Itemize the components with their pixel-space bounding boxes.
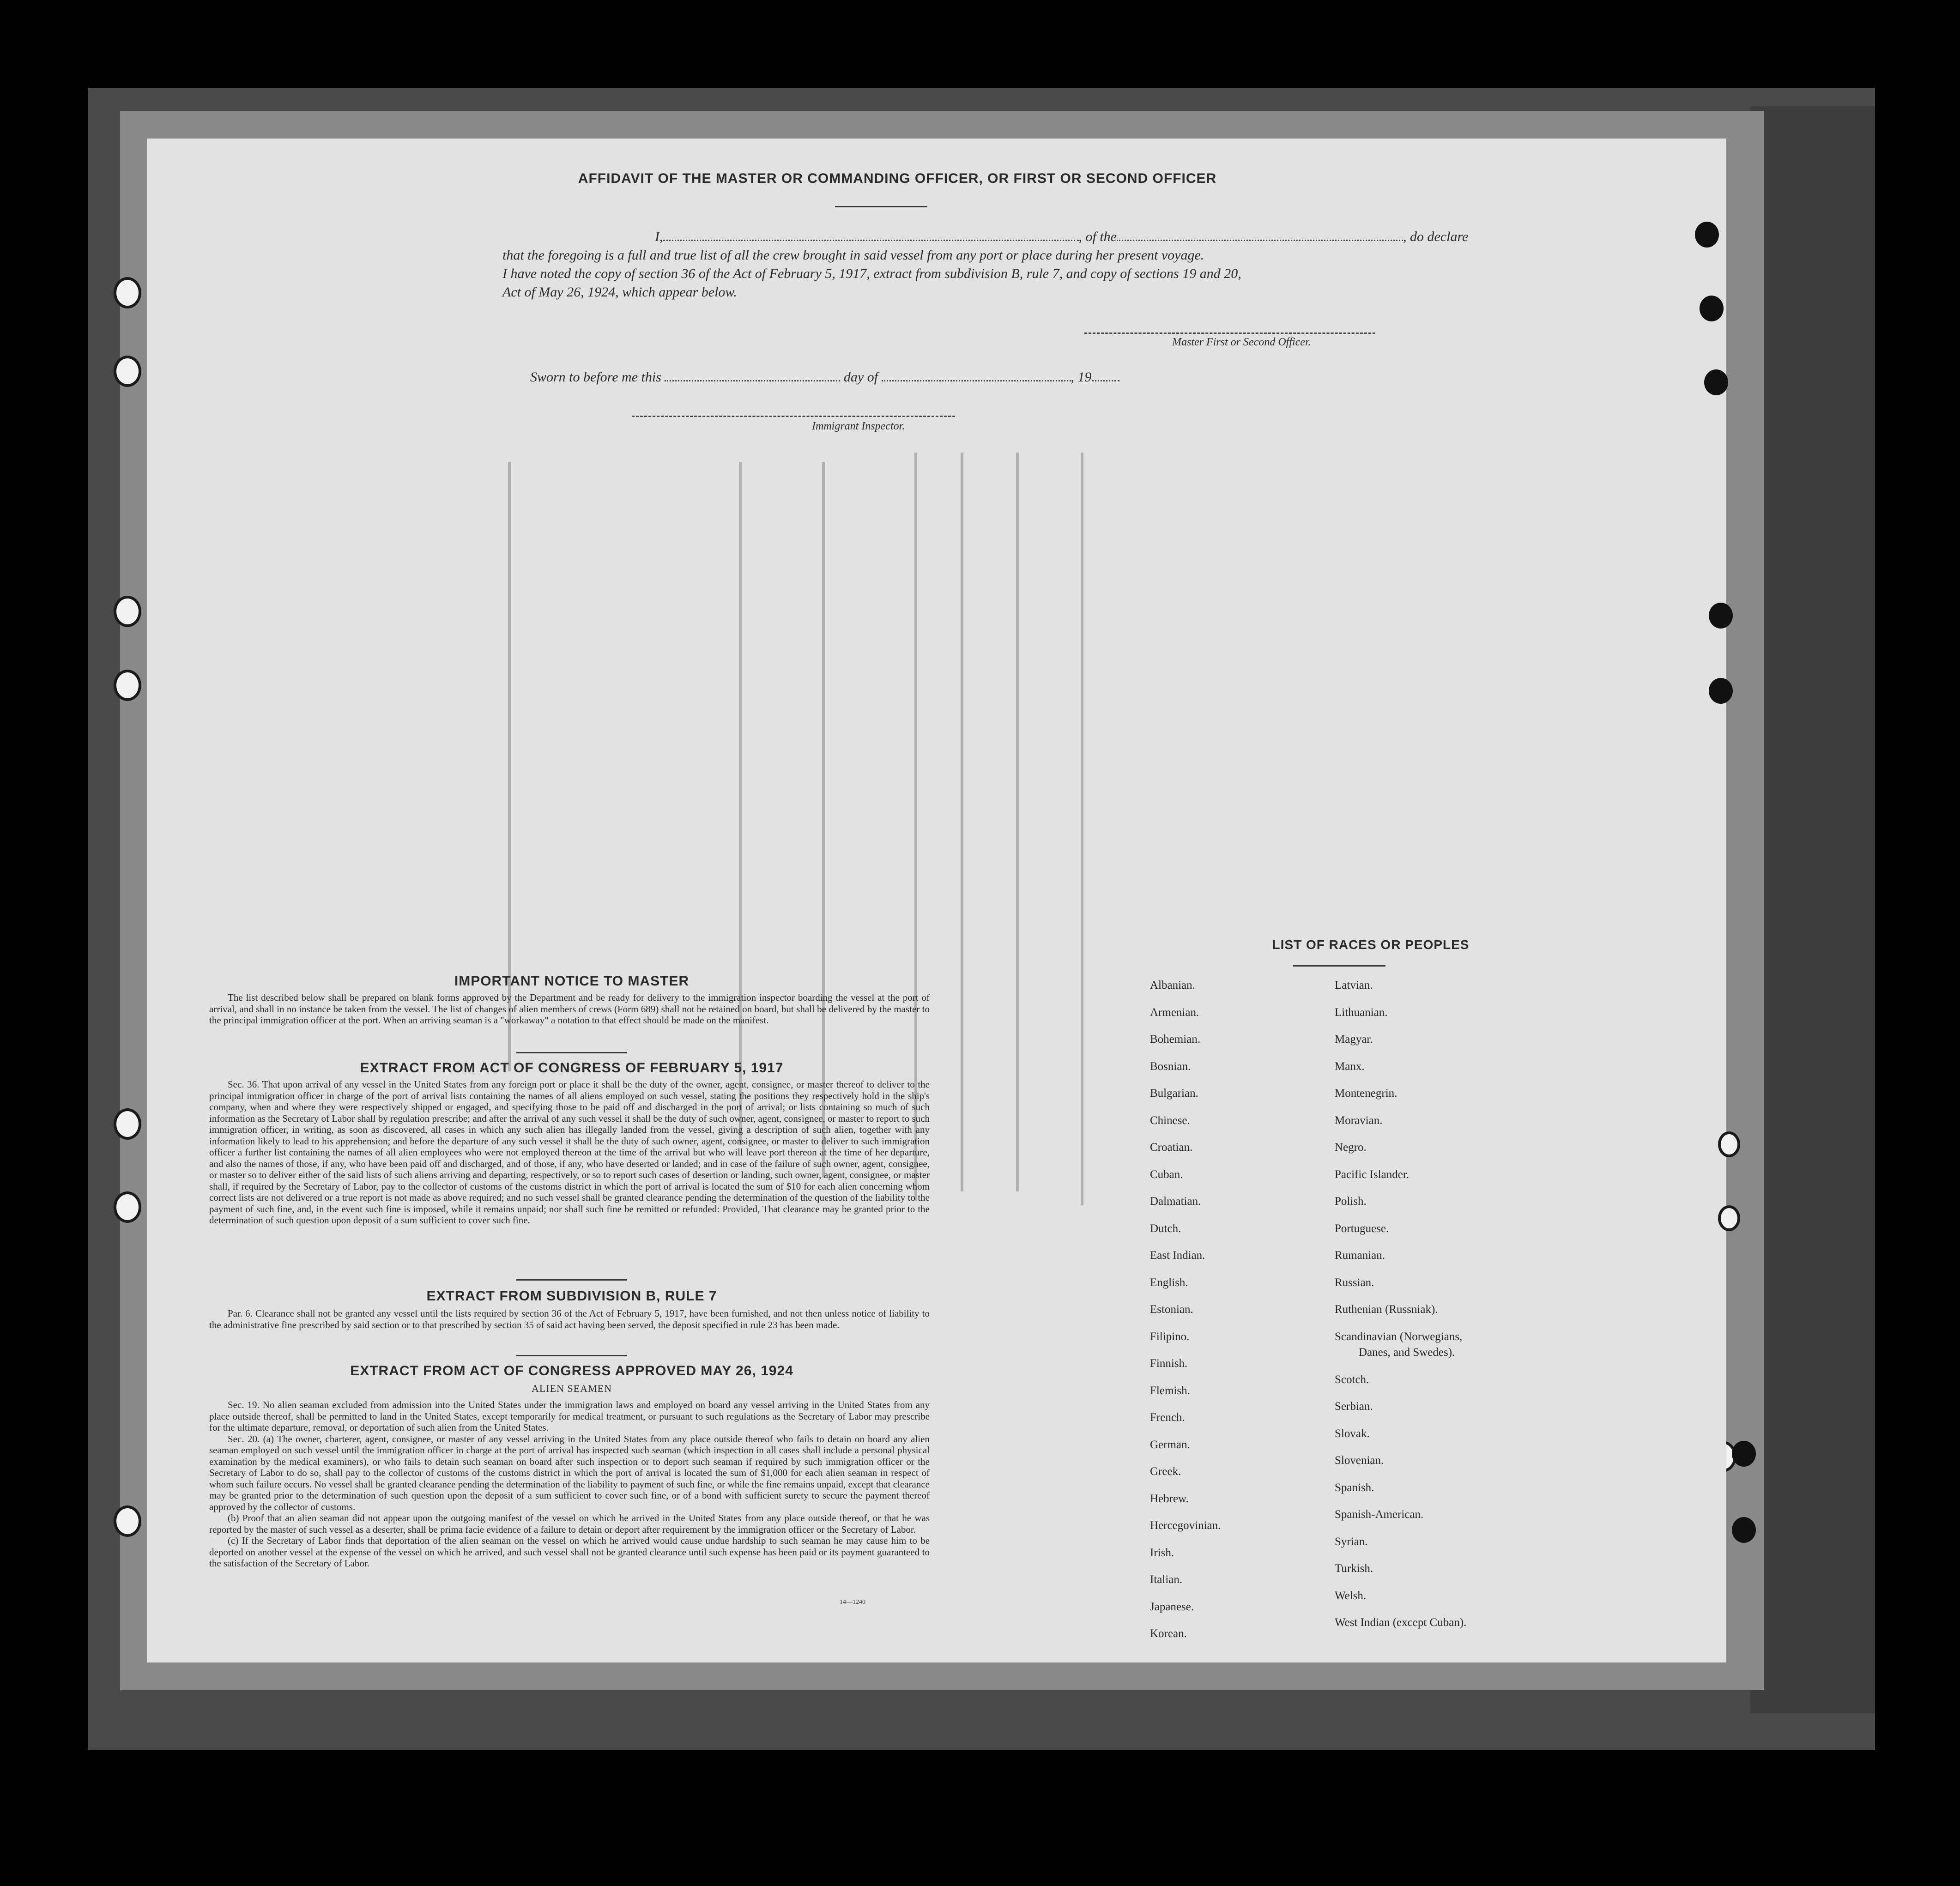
punch-hole <box>114 277 141 308</box>
inspector-signature-line <box>632 416 955 417</box>
race-item: Magyar. <box>1335 1033 1373 1046</box>
section-20a-paragraph: Sec. 20. (a) The owner, charterer, agent, consignee, or master of any vessel arriving in the United States from any place outside thereof who fails to detain on board any alien seaman employed on such vessel until the immigration officer in charge at the port of arrival has inspected such seaman (which inspection in all cases shall include a personal physical examination by the medical examiners), or who fails to detain such seaman on board after such inspection or to deport such seaman if required by such immigration officer or the Secretary of Labor to do so, shall pay to the collector of customs of the customs district in which the port of arrival is located the sum of $1,000 for each alien seaman in respect of whom such failure occurs. No vessel shall be granted clearance pending the determination of the liability to payment of such fine, or while the fine remains unpaid, except that clearance may be granted prior to the determination of such question upon the deposit of a sum sufficient to cover such fine, or of a bond with sufficient surety to secure the payment thereof approved by the collector of customs. <box>209 1433 930 1512</box>
race-item: Albanian. <box>1150 979 1195 991</box>
extract-1917-title: EXTRACT FROM ACT OF CONGRESS OF FEBRUARY 5, 1917 <box>360 1060 784 1076</box>
section-20b-paragraph: (b) Proof that an alien seaman did not appear upon the outgoing manifest of the vessel on which he arrived in the United States from any place outside thereof, or that he was reported by the master of such vessel as a deserter, shall be prima facie evidence of a failure to detain or deport after requirement by the immigration officer or the Secretary of Labor. <box>209 1512 930 1535</box>
punch-hole <box>114 356 141 387</box>
bleed-through-line <box>739 462 742 1145</box>
race-item: Finnish. <box>1150 1357 1188 1370</box>
punch-hole <box>1709 678 1733 704</box>
race-item: Lithuanian. <box>1335 1006 1388 1019</box>
punch-hole <box>1704 369 1728 395</box>
master-signature-line <box>1084 332 1375 334</box>
affidavit-line-3: I have noted the copy of section 36 of the Act of February 5, 1917, extract from subdivision B, rule 7, and copy of sections 19 and 20, <box>502 266 1241 281</box>
punch-hole <box>1732 1517 1756 1543</box>
affidavit-line-2: that the foregoing is a full and true list of all the crew brought in said vessel from any port or place during her present voyage. <box>502 248 1204 263</box>
punch-hole <box>1718 1131 1740 1157</box>
race-item: Rumanian. <box>1335 1249 1385 1262</box>
sworn-text: Sworn to before me this <box>530 369 661 385</box>
of-the-text: , of the <box>1078 229 1117 244</box>
rule-7-body <box>209 1308 930 1330</box>
race-item: Flemish. <box>1150 1384 1190 1397</box>
declaration-line <box>502 229 1469 245</box>
races-title: LIST OF RACES OR PEOPLES <box>1272 937 1470 952</box>
race-item: Serbian. <box>1335 1400 1373 1413</box>
bleed-through-line <box>961 453 963 1191</box>
declare-i-text: I, <box>655 229 663 244</box>
do-declare-text: , do declare <box>1403 229 1469 244</box>
races-title-rule <box>1293 965 1385 967</box>
day-of-text: day of <box>843 369 878 385</box>
punch-hole <box>1709 603 1733 629</box>
race-item: Korean. <box>1150 1627 1187 1640</box>
punch-hole <box>114 1191 141 1223</box>
vessel-field <box>1117 230 1403 241</box>
race-item: French. <box>1150 1411 1185 1424</box>
section-20c-paragraph: (c) If the Secretary of Labor finds that deportation of the alien seaman on the vessel on which he arrived would cause undue hardship to such seaman he may cause him to be deported on another vessel at the expense of the vessel on which he arrived, and such vessel shall not be granted clearance until such expense has been paid or its payment guaranteed to the satisfaction of the Secretary of Labor. <box>209 1535 930 1569</box>
race-item: East Indian. <box>1150 1249 1205 1262</box>
race-item: Moravian. <box>1335 1114 1383 1127</box>
title-rule <box>835 206 927 207</box>
section-36-paragraph: Sec. 36. That upon arrival of any vessel in the United States from any foreign port or place it shall be the duty of the owner, agent, consignee, or master thereof to deliver to the principal immigration officer in charge of the port of arrival lists containing the names of all aliens employed on such vessel, stating the positions they respectively hold in the ship's company, when and where they were respectively shipped or engaged, and specifying those to be paid off and discharged in the port of arrival; or lists containing so much of such information as the Secretary of Labor shall by regulation prescribe; and after the arrival of any such vessel it shall be the duty of such owner, agent, consignee, or master to report to such immigration officer, in writing, as soon as discovered, all cases in which any such alien has illegally landed from the vessel, giving a description of such alien, together with any information likely to lead to his apprehension; and before the departure of any such vessel it shall be the duty of such owner, agent, consignee, or master to deliver to such immigration officer a further list containing the names of all alien employees who were not employed thereon at the time of the arrival but who will leave port thereon at the time of her departure, and also the names of those, if any, who have been paid off and discharged, and of those, if any, who have deserted or landed; and in case of the failure of such owner, agent, consignee, or master so to deliver either of the said lists of such aliens arriving and departing, respectively, or so to report such cases of desertion or landing, such owner, agent, consignee, or master shall, if required by the Secretary of Labor, pay to the collector of customs of the customs district in which the port of arrival is located the sum of $10 for each alien concerning whom correct lists are not delivered or a true report is not made as above required; and no such vessel shall be granted clearance pending the determination of the question of the liability to the payment of such fine, and, in the event such fine is imposed, while it remains unpaid; nor shall such fine be remitted or refunded: Provided, That clearance may be granted prior to the determination of such question upon deposit of a sum sufficient to cover such fine. <box>209 1079 930 1226</box>
affidavit-title: AFFIDAVIT OF THE MASTER OR COMMANDING OFFICER, OR FIRST OR SECOND OFFICER <box>578 171 1217 186</box>
extract-1924-title: EXTRACT FROM ACT OF CONGRESS APPROVED MAY 26, 1924 <box>350 1363 793 1378</box>
race-item: Scandinavian (Norwegians, <box>1335 1330 1463 1343</box>
race-item: Danes, and Swedes). <box>1359 1346 1455 1359</box>
race-item: English. <box>1150 1276 1188 1289</box>
punch-hole <box>114 596 141 627</box>
race-item: Spanish. <box>1335 1481 1374 1494</box>
race-item: Spanish-American. <box>1335 1508 1424 1521</box>
notice-title: IMPORTANT NOTICE TO MASTER <box>454 973 690 989</box>
punch-hole <box>1700 296 1724 321</box>
race-item: Manx. <box>1335 1060 1365 1073</box>
race-item: Japanese. <box>1150 1600 1194 1613</box>
race-item: Syrian. <box>1335 1535 1368 1548</box>
notice-paragraph: The list described below shall be prepared on blank forms approved by the Department and be ready for delivery to the immigration inspector boarding the vessel at the port of arrival, and shall in no instance be taken from the vessel. The list of changes of alien members of crews (Form 689) shall not be retained on board, but shall be delivered by the master to the principal immigration officer at the port. When an arriving seaman is a "workaway" a notation to that effect should be made on the manifest. <box>209 992 930 1026</box>
rule-7-title: EXTRACT FROM SUBDIVISION B, RULE 7 <box>426 1288 717 1304</box>
race-item: Bohemian. <box>1150 1033 1201 1046</box>
affidavit-line-4: Act of May 26, 1924, which appear below. <box>502 284 737 300</box>
race-item: Slovak. <box>1335 1427 1370 1440</box>
race-item: Bulgarian. <box>1150 1087 1198 1100</box>
year-prefix-text: , 19 <box>1071 369 1092 385</box>
race-item: Dutch. <box>1150 1222 1181 1235</box>
paragraph-6: Par. 6. Clearance shall not be granted any vessel until the lists required by section 36 of the Act of February 5, 1917, have been furnished, and not then unless notice of liability to the administrative fine prescribed by said section or to that prescribed by section 35 of said act having been served, the deposit specified in rule 23 has been made. <box>209 1308 930 1330</box>
sworn-line <box>502 369 1380 385</box>
punch-hole <box>1732 1441 1756 1467</box>
race-item: Armenian. <box>1150 1006 1199 1019</box>
race-item: Turkish. <box>1335 1562 1373 1575</box>
bleed-through-line <box>1016 453 1019 1191</box>
name-field <box>663 230 1079 241</box>
section-19-paragraph: Sec. 19. No alien seaman excluded from admission into the United States under the immigration laws and employed on board any vessel arriving in the United States from any place outside thereof, shall be permitted to land in the United States, except temporarily for medical treatment, or pursuant to such regulations as the Secretary of Labor may prescribe for the ultimate departure, removal, or deportation of such alien from the United States. <box>209 1399 930 1433</box>
race-item: Welsh. <box>1335 1589 1367 1602</box>
binder-edge <box>1750 106 1875 1713</box>
race-item: Croatian. <box>1150 1141 1193 1154</box>
race-item: Dalmatian. <box>1150 1195 1201 1208</box>
race-item: Pacific Islander. <box>1335 1168 1410 1181</box>
sworn-month-field <box>882 370 1071 381</box>
punch-hole <box>114 1108 141 1140</box>
sworn-year-field <box>1092 370 1119 381</box>
notice-body <box>209 992 930 1026</box>
race-item: Bosnian. <box>1150 1060 1191 1073</box>
race-item: Greek. <box>1150 1465 1181 1478</box>
punch-hole <box>1718 1205 1740 1231</box>
race-item: Portuguese. <box>1335 1222 1389 1235</box>
race-item: German. <box>1150 1438 1190 1451</box>
sworn-day-field <box>665 370 840 381</box>
form-number: 14—1240 <box>840 1599 865 1606</box>
race-item: Russian. <box>1335 1276 1374 1289</box>
section-rule <box>516 1279 627 1281</box>
race-item: Scotch. <box>1335 1373 1369 1386</box>
inspector-caption: Immigrant Inspector. <box>812 420 905 432</box>
punch-hole <box>1695 222 1719 248</box>
race-item: Hebrew. <box>1150 1492 1189 1505</box>
document-page <box>147 139 1726 1662</box>
race-item: Latvian. <box>1335 979 1373 991</box>
section-rule <box>516 1052 627 1053</box>
punch-hole <box>114 670 141 701</box>
race-item: Polish. <box>1335 1195 1367 1208</box>
extract-1917-body <box>209 1079 930 1226</box>
race-item: Italian. <box>1150 1573 1183 1586</box>
extract-1924-body <box>209 1399 930 1569</box>
race-item: Chinese. <box>1150 1114 1190 1127</box>
race-item: Hercegovinian. <box>1150 1519 1221 1532</box>
race-item: Filipino. <box>1150 1330 1190 1343</box>
alien-seamen-subtitle: ALIEN SEAMEN <box>532 1383 612 1394</box>
section-rule <box>516 1355 627 1356</box>
master-caption: Master First or Second Officer. <box>1172 336 1311 348</box>
race-item: Slovenian. <box>1335 1454 1384 1467</box>
race-item: Montenegrin. <box>1335 1087 1397 1100</box>
race-item: Cuban. <box>1150 1168 1183 1181</box>
race-item: Estonian. <box>1150 1303 1193 1316</box>
race-item: Negro. <box>1335 1141 1367 1154</box>
bleed-through-line <box>1081 453 1083 1205</box>
punch-hole <box>114 1505 141 1537</box>
race-item: Irish. <box>1150 1546 1174 1559</box>
race-item: Ruthenian (Russniak). <box>1335 1303 1438 1316</box>
race-item: West Indian (except Cuban). <box>1335 1616 1467 1629</box>
